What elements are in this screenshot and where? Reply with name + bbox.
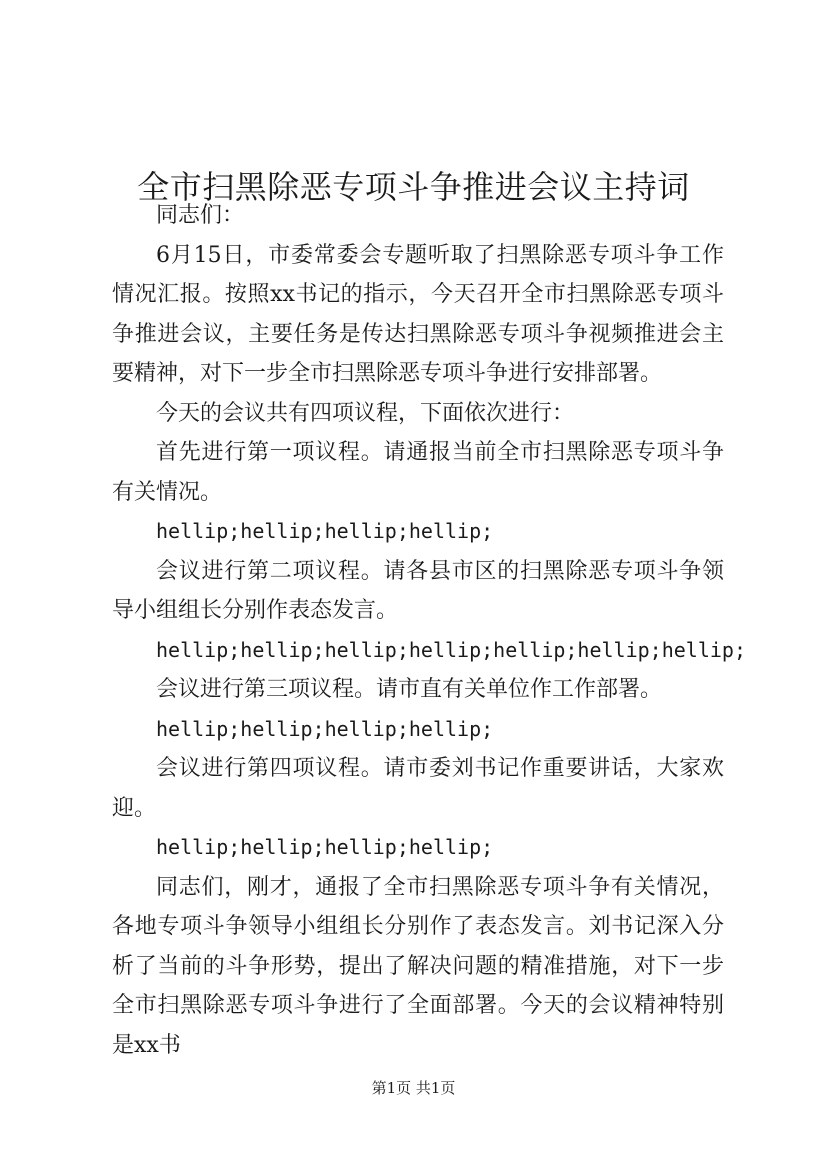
paragraph-intro: 6月15日，市委常委会专题听取了扫黑除恶专项斗争工作情况汇报。按照xx书记的指示，今天召开全市扫黑除恶专项斗争推进会议，主要任务是传达扫黑除恶专项斗争视频推进会主要精神，对下一步全市扫黑除恶专项斗争进行安排部署。 [112,242,724,386]
paragraph-salutation: 同志们： [156,203,245,228]
paragraph-agenda-item-1: 首先进行第一项议程。请通报当前全市扫黑除恶专项斗争有关情况。 [112,440,724,505]
paragraph-agenda-item-4: 会议进行第四项议程。请市委刘书记作重要讲话，大家欢迎。 [112,756,724,821]
paragraph-ellipsis-1: hellip;hellip;hellip;hellip; [156,519,494,543]
document-body [112,196,747,1065]
paragraph-summary: 同志们，刚才，通报了全市扫黑除恶专项斗争有关情况，各地专项斗争领导小组组长分别作了表态发言。刘书记深入分析了当前的斗争形势，提出了解决问题的精准措施，对下一步全市扫黑除恶专项斗争进行了全面部署。今天的会议精神特别是xx书 [112,874,724,1058]
paragraph-agenda-item-2: 会议进行第二项议程。请各县市区的扫黑除恶专项斗争领导小组组长分别作表态发言。 [112,558,724,623]
paragraph-agenda-overview: 今天的会议共有四项议程，下面依次进行： [156,400,575,426]
page-number-footer: 第1页 共1页 [371,1079,456,1097]
paragraph-ellipsis-3: hellip;hellip;hellip;hellip; [156,716,494,741]
document-title: 全市扫黑除恶专项斗争推进会议主持词 [137,168,690,207]
paragraph-ellipsis-2: hellip;hellip;hellip;hellip;hellip;hellip;hellip; [156,637,747,662]
paragraph-agenda-item-3: 会议进行第三项议程。请市直有关单位作工作部署。 [156,677,663,702]
paragraph-ellipsis-4: hellip;hellip;hellip;hellip; [156,835,494,859]
